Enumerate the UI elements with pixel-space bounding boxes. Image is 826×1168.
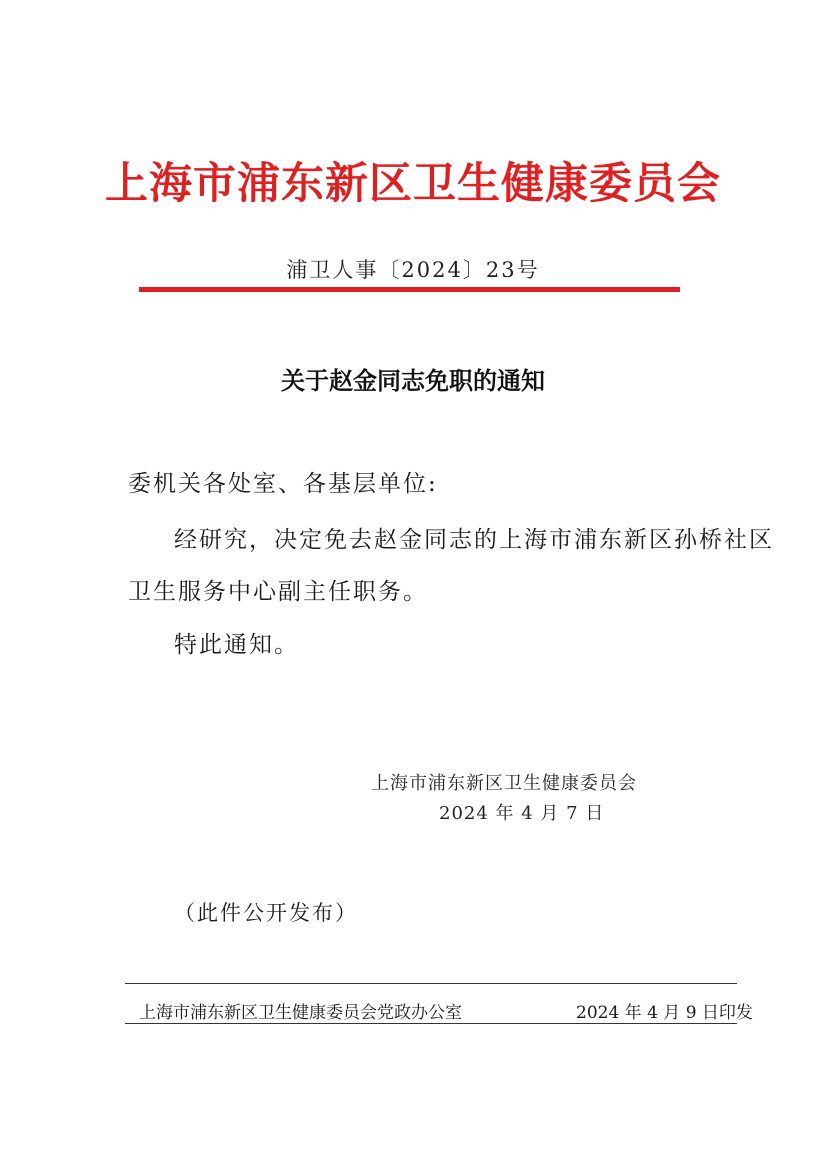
body-paragraph-line-1: 经研究，决定免去赵金同志的上海市浦东新区孙桥社区 — [174, 527, 774, 553]
letterhead-red-divider — [139, 287, 680, 292]
signature-org: 上海市浦东新区卫生健康委员会 — [371, 773, 637, 794]
publication-note: （此件公开发布） — [174, 901, 358, 925]
body-paragraph-line-2: 卫生服务中心副主任职务。 — [128, 579, 428, 605]
footer-top-rule — [125, 983, 737, 984]
document-number: 浦卫人事〔2024〕23号 — [286, 258, 540, 282]
closing-line: 特此通知。 — [174, 632, 299, 658]
footer-bottom-rule — [125, 1023, 737, 1024]
salutation: 委机关各处室、各基层单位: — [128, 471, 438, 497]
signature-date: 2024 年 4 月 7 日 — [439, 803, 605, 824]
letterhead-title: 上海市浦东新区卫生健康委员会 — [105, 159, 721, 209]
footer-issue-date: 2024 年 4 月 9 日印发 — [576, 1003, 753, 1023]
footer-issuer: 上海市浦东新区卫生健康委员会党政办公室 — [139, 1003, 462, 1023]
notice-title: 关于赵金同志免职的通知 — [281, 366, 545, 395]
